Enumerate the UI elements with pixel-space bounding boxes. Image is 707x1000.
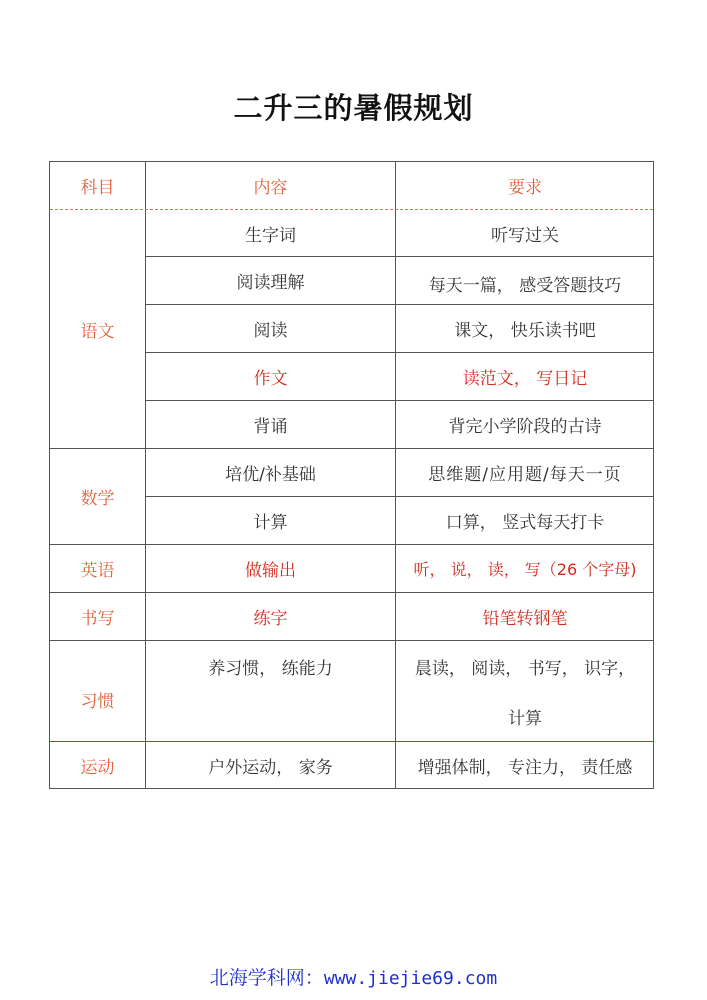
requirement-cell: 增强体制， 专注力， 责任感 <box>417 757 633 778</box>
subject-sports: 运动 <box>80 757 115 778</box>
content-cell: 户外运动， 家务 <box>208 757 333 778</box>
content-cell: 阅读 <box>253 321 288 341</box>
content-cell: 养习惯， 练能力 <box>208 658 333 679</box>
requirement-cell: 背完小学阶段的古诗 <box>448 417 602 437</box>
footer <box>0 963 707 990</box>
subject-math: 数学 <box>80 489 115 509</box>
requirement-cell-line1: 晨读， 阅读， 书写， 识字， <box>414 658 636 679</box>
requirement-cell-highlight: 读范文， 写日记 <box>462 369 588 389</box>
subject-writing: 书写 <box>80 609 115 629</box>
requirement-cell-line2: 计算 <box>508 708 542 729</box>
requirement-cell: 思维题/应用题/每天一页 <box>428 465 622 485</box>
requirement-cell: 口算， 竖式每天打卡 <box>445 513 605 533</box>
content-cell: 背诵 <box>253 417 288 437</box>
subject-chinese: 语文 <box>80 322 115 342</box>
content-cell: 培优/补基础 <box>225 465 316 485</box>
plan-table <box>49 161 654 789</box>
requirement-cell: 课文， 快乐读书吧 <box>454 321 596 341</box>
subject-habits: 习惯 <box>80 691 115 712</box>
header-requirement: 要求 <box>508 178 542 198</box>
requirement-cell: 听写过关 <box>491 226 559 246</box>
page-title: 二升三的暑假规划 <box>233 91 474 125</box>
content-cell-highlight: 做输出 <box>245 561 296 581</box>
content-cell: 阅读理解 <box>236 273 305 293</box>
content-cell: 计算 <box>253 513 288 533</box>
content-cell: 生字词 <box>245 226 296 246</box>
header-subject: 科目 <box>80 178 115 198</box>
content-cell-highlight: 练字 <box>253 609 288 629</box>
footer-label: 北海学科网： <box>209 967 324 989</box>
footer-url[interactable]: www.jiejie69.com <box>323 968 498 989</box>
requirement-cell-highlight: 听， 说， 读， 写（26 个字母) <box>413 560 637 579</box>
header-content: 内容 <box>253 178 288 198</box>
content-cell-highlight: 作文 <box>253 369 288 389</box>
requirement-cell: 每天一篇， 感受答题技巧 <box>428 276 622 296</box>
requirement-cell-highlight: 铅笔转钢笔 <box>482 609 568 629</box>
subject-english: 英语 <box>80 561 115 581</box>
